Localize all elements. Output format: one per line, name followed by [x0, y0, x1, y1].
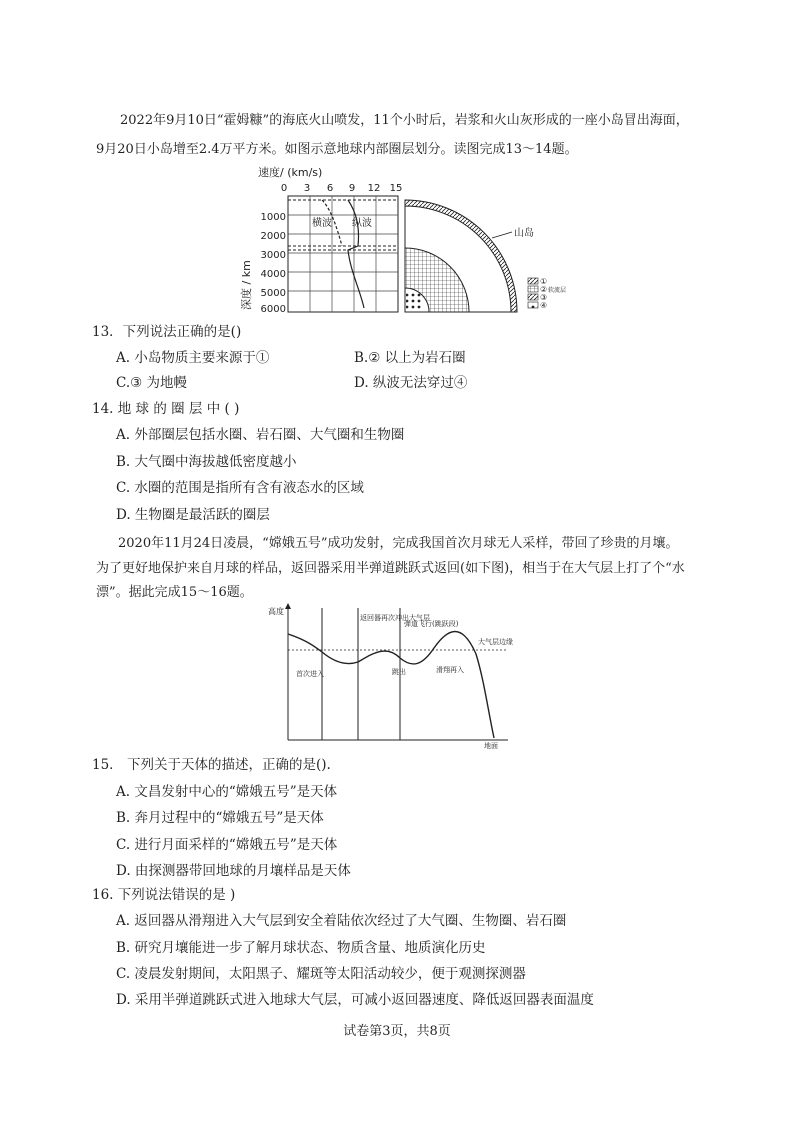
q15-option-c[interactable]: C. 进行月面采样的“嫦娥五号”是天体 [116, 837, 338, 853]
x-tick-3: 3 [303, 183, 311, 194]
legend-2: ② [540, 285, 548, 294]
x-tick-15: 15 [389, 183, 403, 194]
s-wave-label: 横波 [312, 218, 332, 229]
earth-cross-section [405, 200, 517, 312]
label-first-entry: 首次进入 [296, 670, 324, 678]
x-tick-12: 12 [367, 183, 381, 194]
label-reentry: 滑翔再入 [436, 666, 464, 674]
q16-option-d[interactable]: D. 采用半弹道跳跃式进入地球大气层，可减小返回器速度、降低返回器表面温度 [116, 992, 594, 1008]
q14-option-d[interactable]: D. 生物圈是最活跃的圈层 [116, 507, 270, 523]
y-tick-4000: 4000 [260, 269, 286, 280]
passage2-line3: 漂”。据此完成15～16题。 [96, 585, 253, 600]
q13-option-d[interactable]: D. 纵波无法穿过④ [354, 375, 468, 391]
passage1-line2: 9月20日小岛增至2.4万平方米。如图示意地球内部圈层划分。读图完成13～14题。 [96, 142, 578, 157]
page-footer: 试卷第3页，共8页 [343, 1024, 451, 1039]
legend-3: ③ [540, 293, 548, 302]
p-wave-label: 纵波 [352, 218, 372, 229]
q14-stem: 14. 地 球 的 圈 层 中 ( ) [92, 401, 240, 417]
passage1-line1: 2022年9月10日“霍姆糠”的海底火山喷发，11个小时后，岩浆和火山灰形成的一座小岛冒出海面， [120, 113, 689, 128]
x-tick-6: 6 [326, 183, 334, 194]
reentry-trajectory-figure [262, 600, 522, 750]
y-tick-1000: 1000 [260, 212, 286, 223]
label-ballistic: 弹道飞行(跳跃段) [404, 620, 459, 628]
trajectory-curve [288, 632, 494, 739]
legend [528, 277, 566, 310]
legend-extra: 软流层 [548, 287, 567, 294]
y-tick-5000: 5000 [260, 288, 286, 299]
q13-stem: 13．下列说法正确的是() [92, 324, 242, 340]
y-tick-6000: 6000 [260, 304, 286, 315]
q13-option-b[interactable]: B.② 以上为岩石圈 [354, 350, 466, 366]
q15-option-d[interactable]: D. 由探测器带回地球的月壤样品是天体 [116, 863, 351, 879]
q16-option-a[interactable]: A. 返回器从滑翔进入大气层到安全着陆依次经过了大气圈、生物圈、岩石圈 [116, 913, 567, 929]
label-reexit: 返回器再次冲出大气层 [360, 614, 430, 622]
p-wave-curve [348, 200, 364, 308]
passage2-line2: 为了更好地保护来自月球的样品，返回器采用半弹道跳跃式返回(如下图)，相当于在大气层上打了个“水 [96, 561, 685, 576]
x-tick-labels [281, 183, 403, 194]
x-axis-label: 地面 [484, 742, 498, 750]
legend-1: ① [540, 277, 548, 286]
y-axis-label: 高度 [268, 607, 284, 616]
earth-layers-figure [230, 160, 567, 320]
x-tick-9: 9 [348, 183, 356, 194]
q16-stem: 16. 下列说法错误的是 ) [92, 887, 236, 903]
q13-option-a[interactable]: A. 小岛物质主要来源于① [116, 350, 270, 366]
y-tick-2000: 2000 [260, 231, 286, 242]
q16-option-b[interactable]: B. 研究月壤能进一步了解月球状态、物质含量、地质演化历史 [116, 940, 486, 956]
label-exit: 跳出 [392, 668, 406, 676]
y-tick-labels [261, 212, 286, 315]
q15-stem: 15． 下列关于天体的描述，正确的是(). [92, 757, 331, 773]
island-label: 山岛 [514, 228, 534, 239]
passage2-line1: 2020年11月24日凌晨，“嫦娥五号”成功发射，完成我国首次月球无人采样，带回了珍贵的月壤。 [118, 536, 679, 551]
label-boundary: 大气层边缘 [478, 638, 513, 646]
depth-axis-label: 深度 / km [240, 260, 253, 310]
q14-option-a[interactable]: A. 外部圈层包括水圈、岩石圈、大气圈和生物圈 [116, 427, 405, 443]
q13-option-c[interactable]: C.③ 为地幔 [116, 375, 188, 391]
q14-option-c[interactable]: C. 水圈的范围是指所有含有液态水的区域 [116, 480, 364, 496]
q15-option-a[interactable]: A. 文昌发射中心的“嫦娥五号”是天体 [116, 784, 338, 800]
q14-option-b[interactable]: B. 大气圈中海拔越低密度越小 [116, 454, 297, 470]
q15-option-b[interactable]: B. 奔月过程中的“嫦娥五号”是天体 [116, 810, 324, 826]
velocity-axis-label: 速度/ (km/s) [258, 166, 323, 179]
x-tick-0: 0 [280, 183, 288, 194]
q16-option-c[interactable]: C. 凌晨发射期间，太阳黑子、耀斑等太阳活动较少，便于观测探测器 [116, 966, 526, 982]
y-tick-3000: 3000 [260, 250, 286, 261]
legend-4: ④ [540, 301, 548, 310]
